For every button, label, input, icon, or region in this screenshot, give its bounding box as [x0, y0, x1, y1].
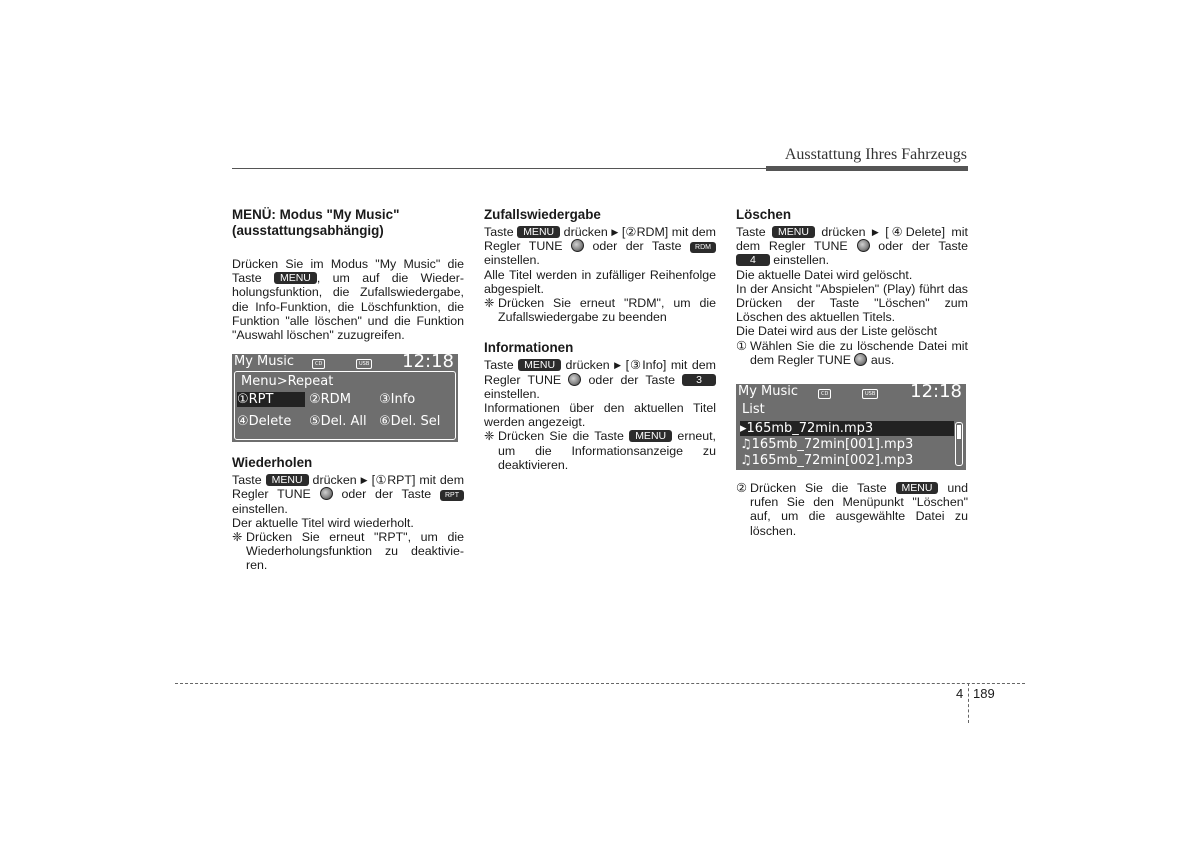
shuffle-instruction: Taste MENU drücken ▶ [②RDM] mit dem Regler TUNE oder der Taste RDM einstellen. — [484, 225, 716, 268]
intro-paragraph: Drücken Sie im Modus "My Music" die Taste MENU , um auf die Wieder-holungsfunktion, die Zufallswiedergabe, die Info-Funktion, die Löschfunktion, die Funktion "alle löschen" und die Funktion "Auswahl löschen" zuzugreifen. — [232, 257, 464, 343]
tune-knob-icon — [571, 239, 584, 252]
lcd-list-row: ▸165mb_72min.mp3 — [740, 421, 954, 436]
lcd-scroll-thumb — [957, 425, 961, 439]
delete-result: Die aktuelle Datei wird gelöscht. — [736, 267, 913, 282]
tune-knob-icon — [854, 353, 867, 366]
tune-knob-icon — [320, 487, 333, 500]
chapter-number: 4 — [956, 686, 964, 701]
note-mark-icon: ❈ — [232, 530, 243, 545]
menu-key-badge: MENU — [266, 474, 309, 486]
lcd-display-menu-repeat — [232, 351, 458, 442]
arrow-right-icon: ▶ — [360, 475, 368, 486]
footer-vertical-rule — [968, 683, 969, 723]
rdm-key-badge: RDM — [690, 242, 716, 253]
footer-rule — [175, 683, 1025, 684]
shuffle-note: ❈ Drücken Sie erneut "RDM", um die Zufallswiedergabe zu beenden — [484, 296, 716, 325]
repeat-instruction: Taste MENU drücken ▶ [①RPT] mit dem Regler TUNE oder der Taste RPT einstellen. — [232, 473, 465, 516]
lcd-clock: 12:18 — [910, 381, 962, 402]
lcd-title: My Music — [234, 354, 295, 369]
step-2-marker: ② — [736, 481, 748, 496]
lcd-list-row: ♫165mb_72min[001].mp3 — [740, 437, 914, 452]
menu-key-badge: MENU — [274, 272, 317, 284]
info-note: ❈ Drücken Sie die Taste MENU erneut, um die Informationsanzeige zu deaktivieren. — [484, 429, 716, 472]
lcd-option-del-all: ⑤Del. All — [309, 414, 367, 429]
lcd-option-rpt: ①RPT — [237, 392, 305, 407]
info-instruction: Taste MENU drücken ▶ [③Info] mit dem Regler TUNE oder der Taste 3 einstellen. — [484, 358, 716, 401]
delete-paragraph: In der Ansicht "Abspielen" (Play) führt das Drücken der Taste "Löschen" zum Löschen des aktuellen Titels. — [736, 281, 968, 325]
lcd-list-label: List — [742, 402, 765, 417]
repeat-result: Der aktuelle Titel wird wiederholt. — [232, 515, 414, 530]
arrow-right-icon: ▶ — [611, 227, 619, 237]
section-heading-info: Informationen — [484, 340, 574, 356]
section-heading-my-music: MENÜ: Modus "My Music" (ausstattungsabhängig) — [232, 207, 400, 238]
lcd-scrollbar — [955, 422, 963, 466]
lcd-option-delete: ④Delete — [237, 414, 292, 429]
note-mark-icon: ❈ — [484, 429, 495, 444]
usb-icon: USB — [356, 359, 372, 369]
header-rule-accent — [766, 166, 968, 171]
delete-step-2: ② Drücken Sie die Taste MENU und rufen Sie den Menüpunkt "Löschen" auf, um die ausgewählte Datei zu löschen. — [736, 481, 968, 538]
arrow-right-icon: ▶ — [614, 360, 622, 371]
column-right — [736, 207, 968, 538]
arrow-right-icon: ▶ — [871, 227, 879, 237]
usb-icon: USB — [862, 389, 878, 399]
lcd-option-del-sel: ⑥Del. Sel — [379, 414, 441, 429]
lcd-clock: 12:18 — [402, 351, 454, 372]
lcd-option-rdm: ②RDM — [309, 392, 351, 407]
cd-icon: CD — [312, 359, 325, 369]
lcd-list-row: ♫165mb_72min[002].mp3 — [740, 453, 914, 468]
repeat-note: ❈ Drücken Sie erneut "RPT", um die Wiederholungsfunktion zu deaktivie-ren. — [232, 530, 464, 573]
delete-list-paragraph: Die Datei wird aus der Liste gelöscht — [736, 324, 938, 339]
info-result: Informationen über den aktuellen Titel werden angezeigt. — [484, 401, 716, 430]
lcd-display-list — [736, 381, 966, 470]
section-heading-repeat: Wiederholen — [232, 455, 313, 471]
menu-key-badge: MENU — [896, 482, 939, 494]
tune-knob-icon — [568, 373, 581, 386]
cd-icon: CD — [818, 389, 831, 399]
menu-key-badge: MENU — [518, 359, 561, 371]
lcd-title: My Music — [738, 384, 799, 399]
page-number: 189 — [973, 686, 995, 701]
shuffle-result: Alle Titel werden in zufälliger Reihenfolge abgespielt. — [484, 267, 716, 296]
section-heading-delete: Löschen — [736, 207, 792, 222]
lcd-menu-path: Menu>Repeat — [241, 374, 334, 389]
section-heading-shuffle: Zufallswiedergabe — [484, 207, 601, 222]
tune-knob-icon — [857, 239, 870, 252]
menu-key-badge: MENU — [629, 430, 672, 442]
menu-key-badge: MENU — [517, 226, 560, 238]
delete-instruction: Taste MENU drücken ▶ [④Delete] mit dem Regler TUNE oder der Taste 4 einstellen. — [736, 225, 968, 268]
step-1-marker: ① — [736, 338, 748, 353]
rpt-key-badge: RPT — [440, 490, 464, 501]
key-3-badge: 3 — [682, 374, 716, 386]
menu-key-badge: MENU — [772, 226, 815, 238]
column-middle — [484, 207, 716, 472]
delete-step-1: ① Wählen Sie die zu löschende Datei mit dem Regler TUNE aus. — [736, 338, 968, 367]
header-title: Ausstattung Ihres Fahrzeugs — [784, 146, 967, 163]
lcd-option-info: ③Info — [379, 392, 416, 407]
note-mark-icon: ❈ — [484, 296, 495, 311]
key-4-badge: 4 — [736, 254, 770, 266]
